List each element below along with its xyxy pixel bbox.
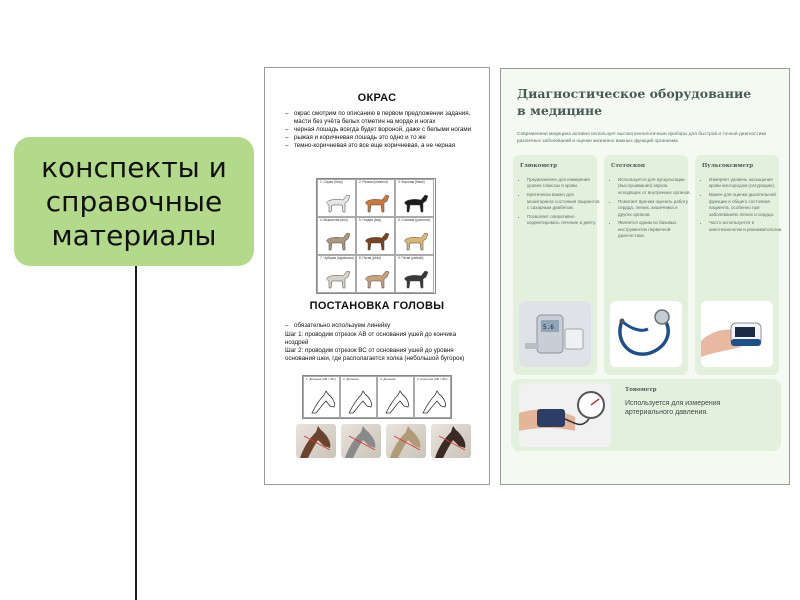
horse-head-icon [310,389,338,415]
coat-cell [356,217,395,255]
horse-head-icon [296,424,336,458]
connector-line [135,262,137,600]
stethoscope-image [610,301,682,367]
coat-cell [395,217,434,255]
list-item: • Является одним из базовых инструментов первичной диагностики. [618,220,692,239]
diagnostics-intro: Современная медицина активно использует высокотехнологичные приборы для быстрой и точной диагностики различных заболеваний и оценки жизненно важных функций организма. [517,132,767,144]
section-label [14,137,254,266]
head-caption: 3. Длинная [380,377,396,381]
tonometer-title: Тонометр [625,387,657,393]
horse-photo [431,424,471,458]
list-item: – черная лошадь всегда будет вороной, даже с белыми ногами [285,126,480,134]
column-stethoscope [604,155,691,375]
horse-head-icon [431,424,471,458]
horse-head-icon [384,389,412,415]
coat-cell [395,255,434,293]
column-list [519,177,601,229]
coat-caption: 4. Мышастая (dun) [320,218,348,222]
horse-icon [363,228,391,252]
column-title: Пульсоксиметр [702,163,754,169]
coat-caption: 1. Серая (Grey) [320,180,343,184]
coat-caption: 6. Соловая (palomino) [398,218,431,222]
coat-notes [285,110,480,150]
horse-photo [341,424,381,458]
list-item: • Используется для аускультации (выслушивания) звуков, исходящих от внутренних органов. [618,177,692,196]
glucometer-image [519,301,591,367]
horse-icon [324,228,352,252]
column-title: Глюкометр [520,163,558,169]
coat-caption: 2. Рыжая (chestnut) [359,180,388,184]
head-step-2: Шаг 2: проводим отрезок ВС от основания ушей до уровня основания шеи, где располагается холка (небольшой бугорок) [285,347,465,362]
list-item: • Позволяет оперативно корректировать лечение и диету. [527,214,601,227]
horse-head-icon [421,389,449,415]
coat-cell [317,255,356,293]
head-cell [414,376,451,418]
svg-text:5.6: 5.6 [543,324,554,331]
tonometer-text: Используется для измерения артериального давления. [625,400,721,416]
coat-cell [395,179,434,217]
list-item: • Измеряет уровень насыщения крови кислородом (сатурацию). [709,177,783,190]
column-list [610,177,692,242]
tonometer-image [519,383,611,447]
head-cell [340,376,377,418]
horse-head-icon [341,424,381,458]
horse-photo [386,424,426,458]
head-caption: 4. Короткая (AB > BC) [417,377,448,381]
head-cell [303,376,340,418]
diagnostics-card[interactable] [500,68,790,485]
head-caption: 1. Длинная (AB > BC) [306,377,336,381]
list-item: • Предназначен для измерения уровня глюкозы в крови. [527,177,601,190]
list-item: – окрас смотрим по описанию в первом предложении задания, масти без учёта белых отметин на морде и ногах [285,110,480,126]
head-cell [377,376,414,418]
horse-icon [324,266,352,290]
list-item: • Критически важен для мониторинга состояния пациентов с сахарным диабетом. [527,192,601,211]
list-item: – темно-коричневая это все еще коричневая, а не черная [285,142,480,150]
head-caption: 2. Длинная [343,377,359,381]
horse-icon [402,190,430,214]
head-step-1: Шаг 1: проводим отрезок АВ от основания ушей до кончика ноздрей [285,331,457,346]
head-position-grid [302,375,452,419]
column-glucometer [513,155,600,375]
head-title: ПОСТАНОВКА ГОЛОВЫ [309,300,445,312]
horse-icon [402,228,430,252]
coat-cell [317,217,356,255]
horse-icon [363,190,391,214]
column-pulse-oximeter [695,155,783,375]
list-item: – рыжая и коричневая лошадь это одно и то же [285,134,480,142]
diagnostics-title: Диагностическое оборудование в медицине [517,86,752,118]
coat-color-grid [316,178,436,294]
horse-icon [363,266,391,290]
coat-caption: 3. Вороная (black) [398,180,425,184]
coat-caption: 5. Гнедая (bay) [359,218,382,222]
horse-head-icon [386,424,426,458]
coat-cell [356,255,395,293]
coat-cell [317,179,356,217]
coat-caption: 7. Чубарая (appaloosa) [320,256,354,260]
horse-photos [296,424,471,462]
coat-title: ОКРАС [357,92,397,104]
pulse-oximeter-image [701,301,773,367]
horse-head-icon [347,389,375,415]
head-notes [285,322,480,330]
horse-photo [296,424,336,458]
list-item: – обязательно используем линейку [285,322,480,330]
list-item: • Важен для оценки дыхательной функции и общего состояния пациента, особенно при заболеваниях легких и сердца. [709,192,783,218]
column-title: Стетоскоп [611,163,645,169]
coat-cell [356,179,395,217]
coat-caption: 8. Пегая (pinto) [359,256,382,260]
list-item: • Помогает врачам оценить работу сердца, легких, кишечника и других органов. [618,199,692,218]
horse-icon [324,190,352,214]
tonometer-block [511,379,781,451]
list-item: • Часто используется в анестезиологии и реаниматологии. [709,220,783,233]
column-list [701,177,783,236]
horse-icon [402,266,430,290]
coat-caption: 9. Пегая (piebald) [398,256,424,260]
section-label-text: конспекты и справочные материалы [41,150,227,252]
